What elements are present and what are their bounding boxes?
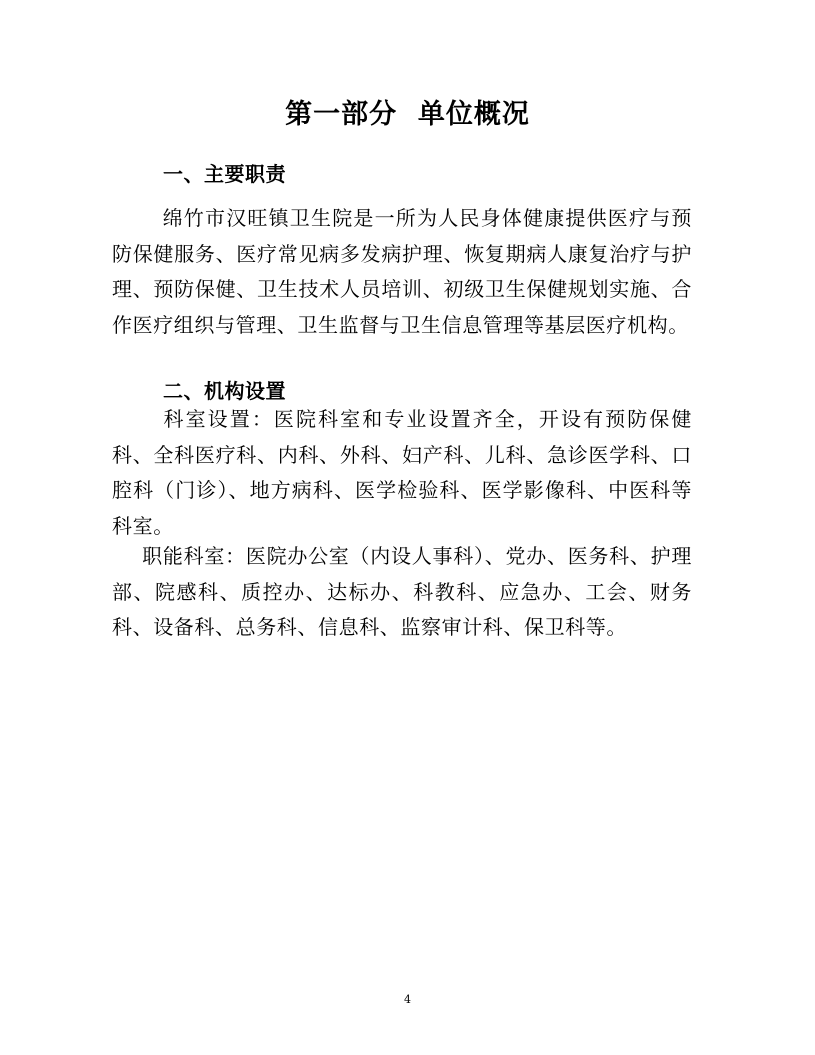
- paragraph-departments-text: 科室设置：医院科室和专业设置齐全，开设有预防保健科、全科医疗科、内科、外科、妇产科、儿科、急诊医学科、口腔科（门诊）、地方病科、医学检验科、医学影像科、中医科等科室。: [112, 407, 692, 538]
- paragraph-duties-text: 绵竹市汉旺镇卫生院是一所为人民身体健康提供医疗与预防保健服务、医疗常见病多发病护理、恢复期病人康复治疗与护理、预防保健、卫生技术人员培训、初级卫生保健规划实施、合作医疗组织与管理、卫生监督与卫生信息管理等基层医疗机构。: [112, 206, 692, 337]
- paragraph-functional-departments: [112, 539, 692, 646]
- section-heading-duties: 一、主要职责: [163, 162, 286, 186]
- paragraph-functional-text: 职能科室：医院办公室（内设人事科）、党办、医务科、护理部、院感科、质控办、达标办、科教科、应急办、工会、财务科、设备科、总务科、信息科、监察审计科、保卫科等。: [112, 544, 692, 639]
- section-heading-organization: 二、机构设置: [163, 379, 286, 403]
- paragraph-departments: [112, 402, 692, 544]
- page-title: 第一部分 单位概况: [285, 99, 530, 130]
- paragraph-duties: [112, 201, 692, 343]
- page-number: 4: [404, 993, 411, 1006]
